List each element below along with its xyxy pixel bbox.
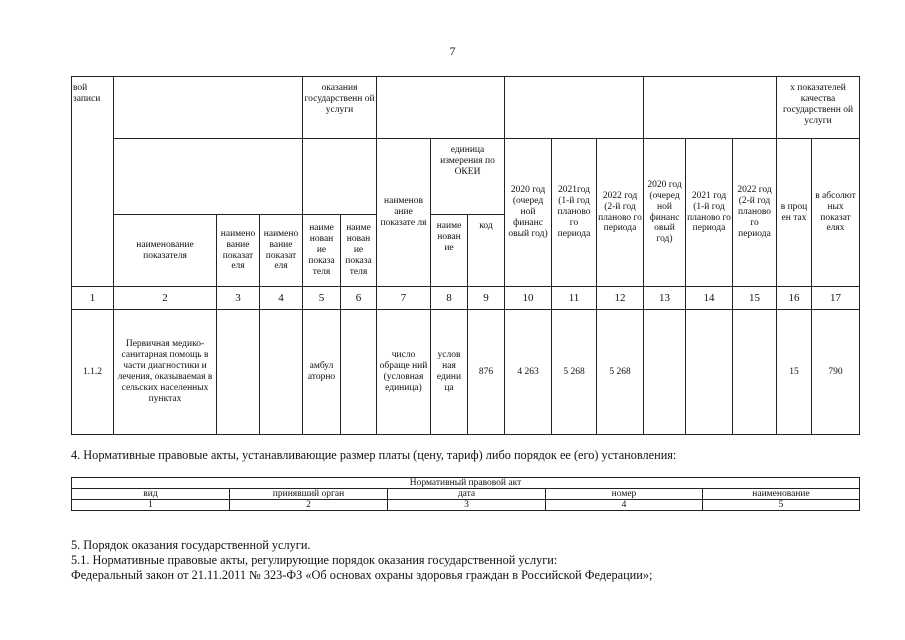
legal-acts-num-5: 5	[703, 500, 860, 511]
legal-acts-col-date: дата	[388, 489, 546, 500]
header-percent: в проц ен тах	[777, 139, 812, 287]
colnum-12: 12	[597, 287, 644, 310]
colnum-9: 9	[468, 287, 505, 310]
header-absolute: в абсолют ных показат елях	[812, 139, 860, 287]
colnum-7: 7	[377, 287, 431, 310]
colnum-10: 10	[505, 287, 552, 310]
legal-acts-columns-row	[72, 489, 860, 500]
row-number: 1.1.2	[72, 310, 114, 435]
colnum-2: 2	[114, 287, 217, 310]
colnum-13: 13	[644, 287, 686, 310]
table-row	[72, 310, 860, 435]
header-blank-13-15	[644, 77, 777, 139]
legal-acts-title: Нормативный правовой акт	[72, 478, 860, 489]
header-2021-a: 2021год (1-й год планово го периода	[552, 139, 597, 287]
legal-acts-num-1: 1	[72, 500, 230, 511]
legal-acts-num-4: 4	[546, 500, 703, 511]
legal-acts-num-3: 3	[388, 500, 546, 511]
header-indicator-name-5: наиме нован ие показа теля	[303, 215, 341, 287]
legal-acts-col-type: вид	[72, 489, 230, 500]
colnum-15: 15	[733, 287, 777, 310]
quality-indicators-table	[71, 76, 860, 435]
header-indicator-name-4: наимено вание показат еля	[260, 215, 303, 287]
row-form: амбул аторно	[303, 310, 341, 435]
colnum-1: 1	[72, 287, 114, 310]
header-unit-name: наиме нован ие	[431, 215, 468, 287]
colnum-16: 16	[777, 287, 812, 310]
row-indicator: число обраще ний (условная единица)	[377, 310, 431, 435]
row-unit-code: 876	[468, 310, 505, 435]
header-2020-b: 2020 год (очеред ной финанс овый год)	[644, 139, 686, 287]
row-absolute: 790	[812, 310, 860, 435]
colnum-4: 4	[260, 287, 303, 310]
header-record-number: вой записи	[72, 77, 114, 287]
header-indicator-name-3: наимено вание показат еля	[217, 215, 260, 287]
colnum-17: 17	[812, 287, 860, 310]
header-indicator-name-2: наименование показателя	[114, 215, 217, 287]
header-blank-2-4	[114, 77, 303, 139]
legal-acts-title-row	[72, 478, 860, 489]
row-cell-6	[341, 310, 377, 435]
law-reference-text: Федеральный закон от 21.11.2011 № 323-ФЗ «Об основах охраны здоровья граждан в Российской Федерации»;	[71, 568, 653, 582]
header-2022-b: 2022 год (2-й год планово го периода	[733, 139, 777, 287]
legal-acts-col-name: наименование	[703, 489, 860, 500]
legal-acts-numbers-row	[72, 500, 860, 511]
header-blank-2-4-b	[114, 139, 303, 215]
legal-acts-table	[71, 477, 860, 511]
colnum-14: 14	[686, 287, 733, 310]
row-unit-name: услов ная едини ца	[431, 310, 468, 435]
page-number: 7	[449, 44, 456, 58]
row-2021: 5 268	[552, 310, 597, 435]
row-cell-13	[644, 310, 686, 435]
legal-acts-col-authority: принявший орган	[230, 489, 388, 500]
row-2022: 5 268	[597, 310, 644, 435]
header-unit-okei: единица измерения по ОКЕИ	[431, 139, 505, 215]
legal-acts-col-number: номер	[546, 489, 703, 500]
row-2020: 4 263	[505, 310, 552, 435]
row-percent: 15	[777, 310, 812, 435]
row-cell-4	[260, 310, 303, 435]
section-4-text: 4. Нормативные правовые акты, устанавливающие размер платы (цену, тариф) либо порядок ее (его) установления:	[71, 448, 677, 462]
row-service-name: Первичная медико- санитарная помощь в части диагностики и лечения, оказываемая в сельских населенных пунктах	[114, 310, 217, 435]
colnum-8: 8	[431, 287, 468, 310]
row-cell-14	[686, 310, 733, 435]
header-allowed-deviations: х показателей качества государственн ой услуги	[777, 77, 860, 139]
header-unit-code: код	[468, 215, 505, 287]
column-numbers-row	[72, 287, 860, 310]
section-5-text: 5. Порядок оказания государственной услуги.	[71, 538, 311, 552]
header-blank-10-12	[505, 77, 644, 139]
header-2020-a: 2020 год (очеред ной финанс овый год)	[505, 139, 552, 287]
colnum-5: 5	[303, 287, 341, 310]
header-row-1	[72, 77, 860, 139]
section-5-1-text: 5.1. Нормативные правовые акты, регулирующие порядок оказания государственной услуги:	[71, 553, 558, 567]
header-indicator-name-6: наиме нован ие показа теля	[341, 215, 377, 287]
colnum-6: 6	[341, 287, 377, 310]
colnum-11: 11	[552, 287, 597, 310]
colnum-3: 3	[217, 287, 260, 310]
header-blank-5-6-b	[303, 139, 377, 215]
header-2021-b: 2021 год (1-й год планово го периода	[686, 139, 733, 287]
header-blank-7-9	[377, 77, 505, 139]
legal-acts-num-2: 2	[230, 500, 388, 511]
header-service-conditions: оказания государственн ой услуги	[303, 77, 377, 139]
header-row-2	[72, 139, 860, 215]
header-2022-a: 2022 год (2-й год планово го периода	[597, 139, 644, 287]
row-cell-15	[733, 310, 777, 435]
header-indicator-name: наименов ание показате ля	[377, 139, 431, 287]
row-cell-3	[217, 310, 260, 435]
